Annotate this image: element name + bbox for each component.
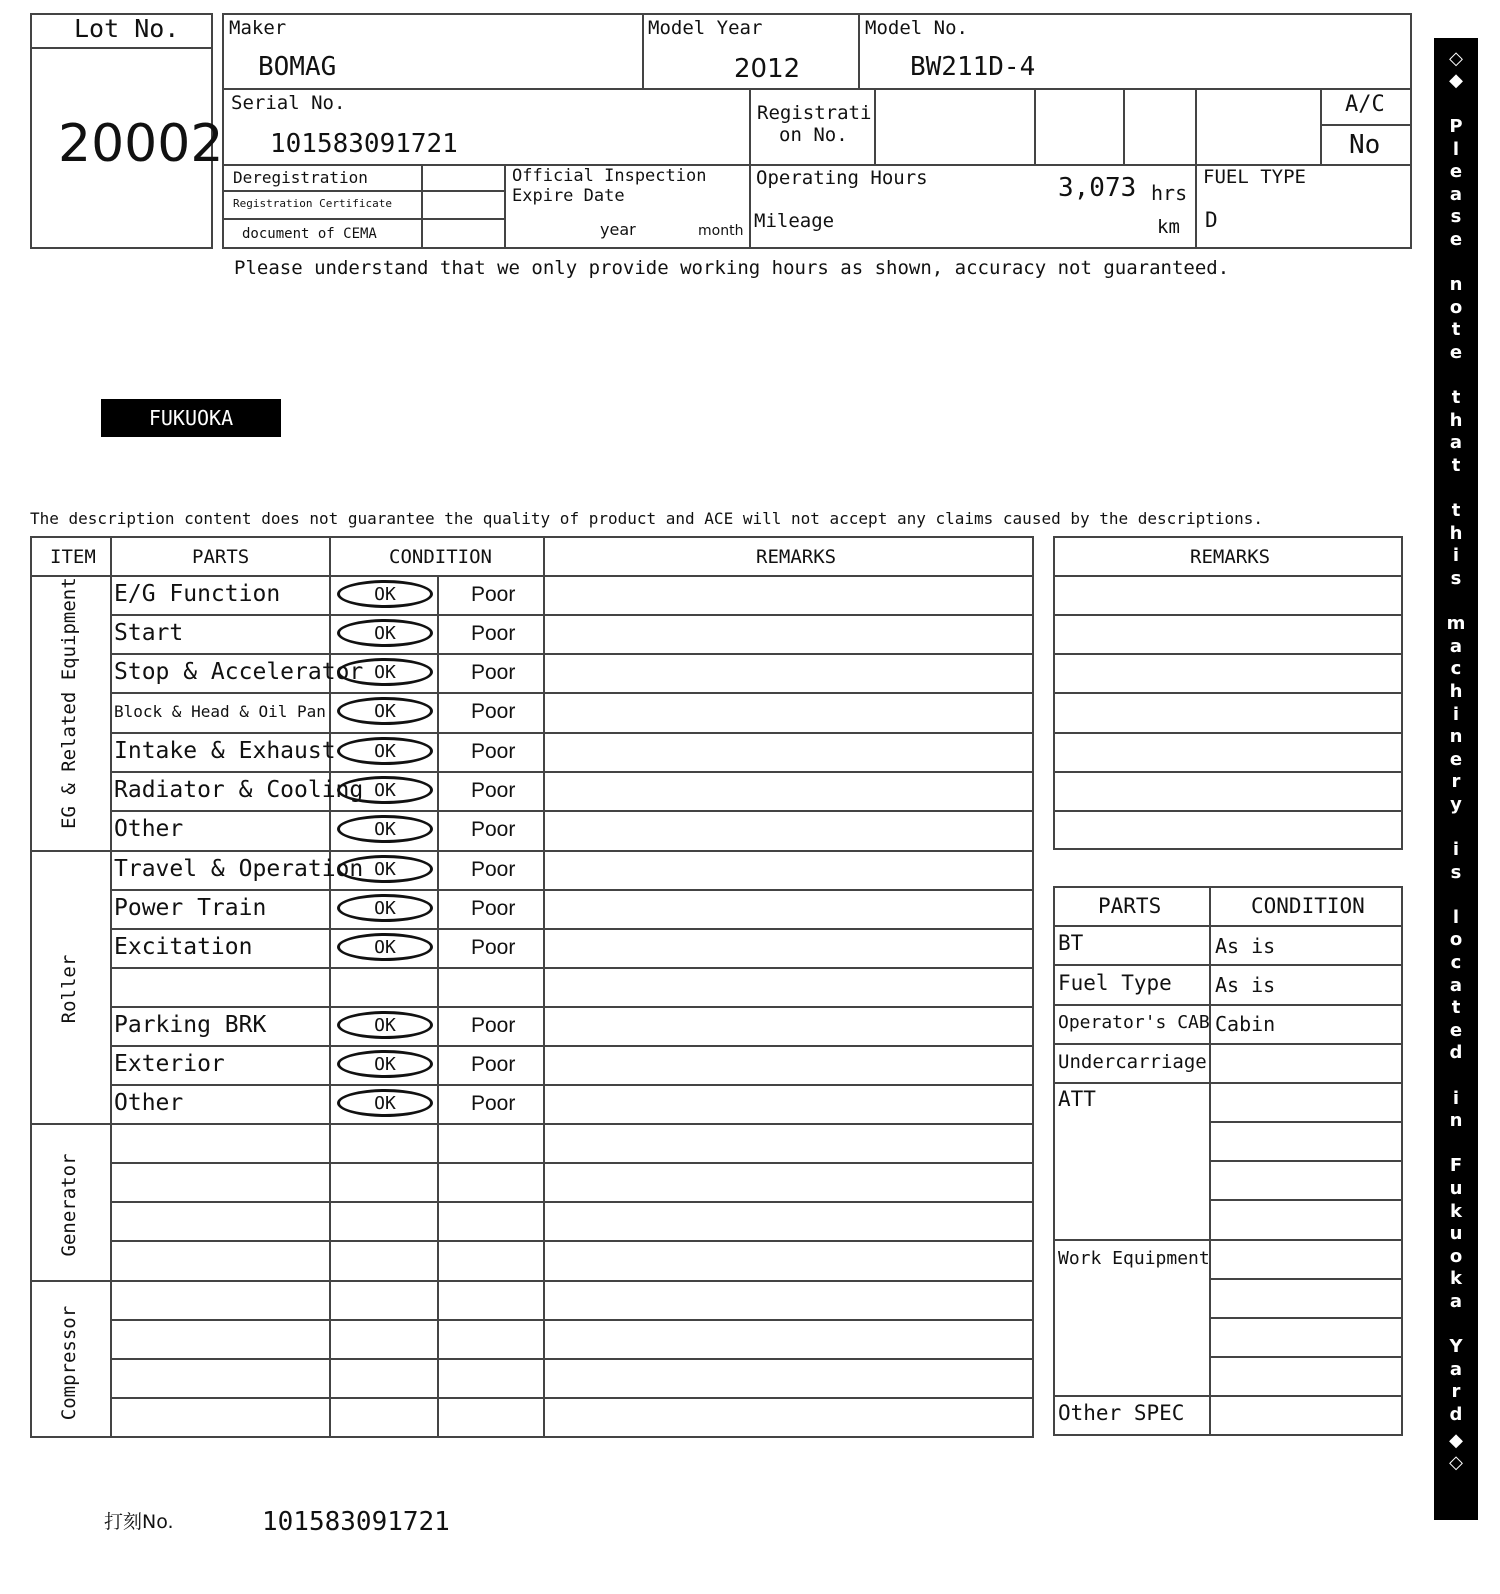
spec-undercarriage-label: Undercarriage [1058,1051,1207,1073]
sidebar-letter: h [1449,681,1463,702]
ok-oval: OK [337,894,433,922]
ok-oval: OK [337,855,433,883]
inspection-label-1: Official Inspection [512,166,707,186]
maker-label: Maker [229,17,287,39]
ac-label: A/C [1345,92,1385,117]
part-label: Excitation [114,934,253,960]
group-label: Generator [58,1153,80,1257]
cema-label: document of CEMA [242,226,377,242]
right-remarks-header: REMARKS [1190,546,1271,568]
sidebar-letter: n [1449,1110,1463,1131]
poor-option: Poor [471,779,516,802]
fuel-type-label: FUEL TYPE [1203,166,1306,188]
poor-option: Poor [471,740,516,763]
ok-oval: OK [337,1011,433,1039]
sidebar-letter: a [1449,432,1463,453]
registration-label-1: Registrati [757,102,872,124]
sidebar-letter: a [1449,636,1463,657]
sidebar-letter: a [1449,975,1463,996]
poor-option: Poor [471,1092,516,1115]
maker-value: BOMAG [258,52,337,82]
ok-oval: OK [337,580,433,608]
sidebar-letter: a [1449,1359,1463,1380]
spec-bt-value: As is [1215,934,1276,958]
inspection-label-2: Expire Date [512,186,625,206]
location-label: FUKUOKA [148,406,234,430]
sidebar-letter: o [1449,1246,1463,1267]
ok-oval: OK [337,1089,433,1117]
spec-att-label: ATT [1058,1087,1096,1111]
ok-oval: OK [337,933,433,961]
sidebar-letter: u [1449,1178,1463,1199]
spec-work-equipment-label: Work Equipment [1058,1248,1210,1269]
ok-oval: OK [337,697,433,725]
serial-label: Serial No. [231,92,346,114]
operating-hours-value: 3,073 [1058,173,1137,203]
sidebar-letter: t [1451,500,1461,521]
fuel-type-value: D [1205,208,1218,232]
sidebar-letter: d [1449,1042,1463,1063]
sidebar-letter: e [1449,342,1463,363]
sidebar-letter: t [1451,997,1461,1018]
sidebar-letter: s [1450,206,1462,227]
sidebar-letter: u [1449,1223,1463,1244]
sidebar-letter: o [1449,297,1463,318]
sidebar-letter: e [1449,229,1463,250]
hrs-unit: hrs [1151,181,1188,205]
sidebar-letter: a [1449,184,1463,205]
group-label: EG & Related Equipment [58,577,80,829]
part-label: Other [114,816,184,842]
part-label: Power Train [114,895,267,921]
col-condition-header: CONDITION [389,546,492,568]
ok-oval: OK [337,815,433,843]
stamp-label: 打刻No. [104,1511,174,1533]
sidebar-letter: a [1449,1291,1463,1312]
part-label: Radiator & Cooling [114,777,364,803]
deregistration-label: Deregistration [233,168,368,187]
part-label: Block & Head & Oil Pan [114,702,326,721]
sidebar-letter: n [1449,726,1463,747]
spec-fuel-value: As is [1215,973,1276,997]
sidebar-letter: t [1451,319,1461,340]
part-label: E/G Function [114,581,281,607]
sidebar-letter: r [1451,1381,1461,1402]
sidebar-letter: h [1449,523,1463,544]
sidebar-letter: t [1451,455,1461,476]
month-label: month [698,223,744,239]
spec-fuel-label: Fuel Type [1058,971,1172,995]
sidebar-letter: Y [1449,1336,1463,1357]
ok-oval: OK [337,737,433,765]
model-no-label: Model No. [865,17,968,39]
part-label: Start [114,620,184,646]
group-label: Roller [58,954,80,1024]
sidebar-letter: l [1452,139,1460,160]
diamond-icon: ◇ [1449,48,1463,69]
year-label: year [600,220,636,239]
sidebar-letter: m [1446,613,1466,634]
poor-option: Poor [471,936,516,959]
diamond-icon: ◇ [1449,1452,1463,1473]
poor-option: Poor [471,818,516,841]
sidebar-letter: r [1451,771,1461,792]
model-no-value: BW211D-4 [910,52,1036,82]
part-label: Other [114,1090,184,1116]
sidebar-letter: s [1450,862,1462,883]
poor-option: Poor [471,622,516,645]
sidebar-letter: i [1452,839,1460,860]
part-label: Travel & Operation [114,856,364,882]
poor-option: Poor [471,1014,516,1037]
lot-number: 20002 [58,114,224,174]
diamond-icon: ◆ [1449,1430,1463,1451]
sidebar-notice [1434,38,1478,1520]
registration-certificate-label: Registration Certificate [233,197,392,210]
sidebar-letter: e [1449,749,1463,770]
sidebar-letter: e [1449,1020,1463,1041]
location-tag [101,399,281,437]
sidebar-letter: e [1449,161,1463,182]
model-year-value: 2012 [734,54,801,84]
poor-option: Poor [471,897,516,920]
sidebar-letter: h [1449,410,1463,431]
poor-option: Poor [471,1053,516,1076]
registration-label-2: on No. [779,124,848,146]
spec-other-label: Other SPEC [1058,1401,1185,1425]
part-label: Intake & Exhaust [114,738,336,764]
col-item-header: ITEM [50,546,96,568]
ac-value: No [1349,130,1381,160]
spec-condition-header: CONDITION [1251,894,1365,918]
poor-option: Poor [471,661,516,684]
hours-notice: Please understand that we only provide working hours as shown, accuracy not guaranteed. [234,257,1230,279]
sidebar-letter: k [1450,1268,1462,1289]
poor-option: Poor [471,858,516,881]
spec-bt-label: BT [1058,931,1084,955]
sidebar-letter: t [1451,387,1461,408]
group-label: Compressor [58,1305,80,1421]
model-year-label: Model Year [648,17,763,39]
ok-oval: OK [337,1050,433,1078]
ok-oval: OK [337,619,433,647]
sidebar-letter: i [1452,704,1460,725]
operating-hours-label: Operating Hours [756,167,928,189]
part-label: Parking BRK [114,1012,267,1038]
sidebar-letter: F [1449,1155,1463,1176]
diamond-icon: ◆ [1449,70,1463,91]
spec-parts-header: PARTS [1098,894,1162,918]
sidebar-letter: k [1450,1201,1462,1222]
ok-oval: OK [337,776,433,804]
sidebar-letter: c [1450,658,1462,679]
sidebar-letter: P [1449,116,1463,137]
mileage-label: Mileage [754,210,835,232]
poor-option: Poor [471,700,516,723]
part-label: Exterior [114,1051,225,1077]
spec-cab-value: Cabin [1215,1012,1276,1036]
part-label: Stop & Accelerator [114,659,364,685]
spec-cab-label: Operator's CAB [1058,1012,1210,1033]
sidebar-letter: n [1449,274,1463,295]
sidebar-letter: y [1450,794,1462,815]
sidebar-letter: i [1452,1088,1460,1109]
stamp-value: 101583091721 [262,1507,450,1537]
poor-option: Poor [471,583,516,606]
sidebar-letter: d [1449,1404,1463,1425]
col-parts-header: PARTS [192,546,250,568]
disclaimer: The description content does not guarantee the quality of product and ACE will not accept any claims caused by the descriptions. [30,509,1263,528]
lot-label: Lot No. [74,14,180,43]
sidebar-letter: c [1450,952,1462,973]
ok-oval: OK [337,658,433,686]
sidebar-letter: i [1452,545,1460,566]
col-remarks-header: REMARKS [756,546,837,568]
sidebar-letter: s [1450,568,1462,589]
sidebar-letter: o [1449,929,1463,950]
sidebar-letter: l [1452,907,1460,928]
km-unit: km [1157,216,1180,238]
serial-value: 101583091721 [270,129,458,159]
